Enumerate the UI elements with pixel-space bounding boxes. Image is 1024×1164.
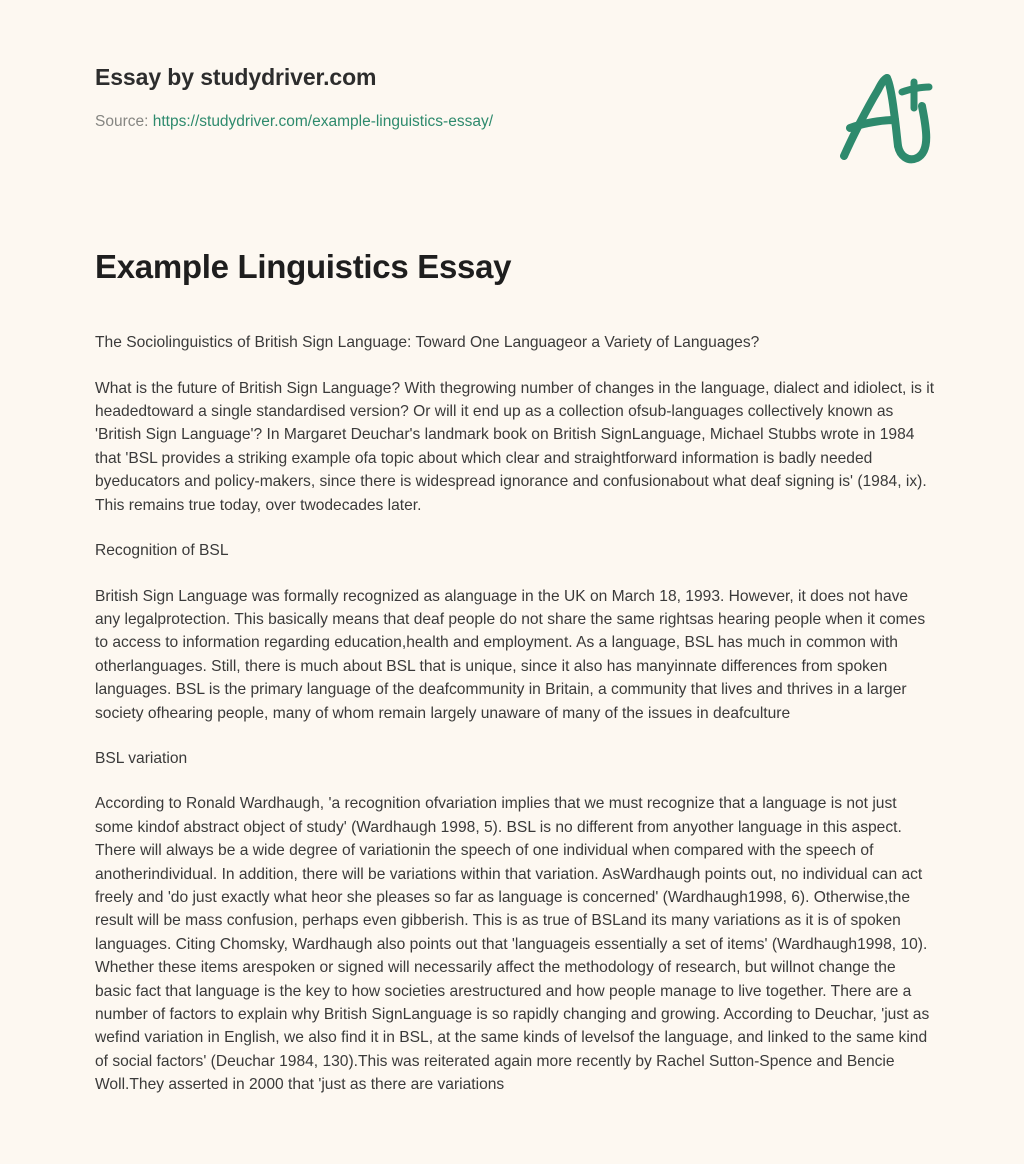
essay-paragraph-intro: What is the future of British Sign Language? With thegrowing number of changes in the language, dialect and idiolect, is it headedtoward a single standardised version? Or will it end up as a collection ofsub-languages collectively known as 'British Sign Language'? In Margaret Deuchar's landmark book on British SignLanguage, Michael Stubbs wrote in 1984 that 'BSL provides a striking example ofa topic about which clear and straightforward information is badly needed byeducators and policy-makers, since there is widespread ignorance and confusionabout what deaf signing is' (1984, ix). This remains true today, over twodecades later. xyxy=(95,379,935,514)
section-heading-recognition-of-bsl: Recognition of BSL xyxy=(95,542,229,560)
source-prefix-label: Source: xyxy=(95,112,149,130)
essay-paragraph-variation: According to Ronald Wardhaugh, 'a recognition ofvariation implies that we must recognize that a language is not just some kindof abstract object of study' (Wardhaugh 1998, 5). BSL is no different from anyother language in this aspect. There will always be a wide degree of variationin the speech of one individual when compared with the speech of anotherindividual. In addition, there will be variations within that variation. AsWardhaugh points out, no individual can act freely and 'do just exactly what heor she pleases so far as language is concerned' (Wardhaugh1998, 6). Otherwise,the result will be mass confusion, perhaps even gibberish. This is as true of BSLand its many variations as it is of spoken languages. Citing Chomsky, Wardhaugh also points out that 'languageis essentially a set of items' (Wardhaugh1998, 10). Whether these items arespoken or signed will necessarily affect the methodology of research, but willnot change the basic fact that language is the key to how societies arestructured and how people manage to live together. There are a number of factors to explain why British SignLanguage is so rapidly changing and growing. According to Deuchar, 'just as wefind variation in English, we also find it in BSL, at the same kinds of levelsof the language, and linked to the same kind of social factors' (Deuchar 1984, 130).This was reiterated again more recently by Rachel Sutton-Spence and Bencie Woll.They asserted in 2000 that 'just as there are variations xyxy=(95,795,930,1094)
section-heading-bsl-variation: BSL variation xyxy=(95,749,188,767)
source-url-link[interactable]: https://studydriver.com/example-linguistics-essay/ xyxy=(152,112,494,130)
brand-label: Essay by studydriver.com xyxy=(95,64,377,90)
essay-subtitle-line: The Sociolinguistics of British Sign Language: Toward One Languageor a Variety of Languages? xyxy=(95,334,760,352)
page-header xyxy=(0,0,1024,150)
essay-paragraph-recognition: British Sign Language was formally recognized as alanguage in the UK on March 18, 1993. However, it does not have any legalprotection. This basically means that deaf people do not share the same rightsas hearing people when it comes to access to information regarding education,health and employment. As a language, BSL has much in common with otherlanguages. Still, there is much about BSL that is unique, since it also has manyinnate differences from spoken languages. BSL is the primary language of the deafcommunity in Britain, a community that lives and thrives in a larger society ofhearing people, many of whom remain largely unaware of many of the issues in deafculture xyxy=(95,587,926,722)
essay-body xyxy=(0,287,1024,1096)
page-title: Example Linguistics Essay xyxy=(95,248,512,285)
a-plus-logo-icon xyxy=(832,68,936,168)
a-plus-logo xyxy=(832,68,936,168)
source-line xyxy=(95,112,934,132)
